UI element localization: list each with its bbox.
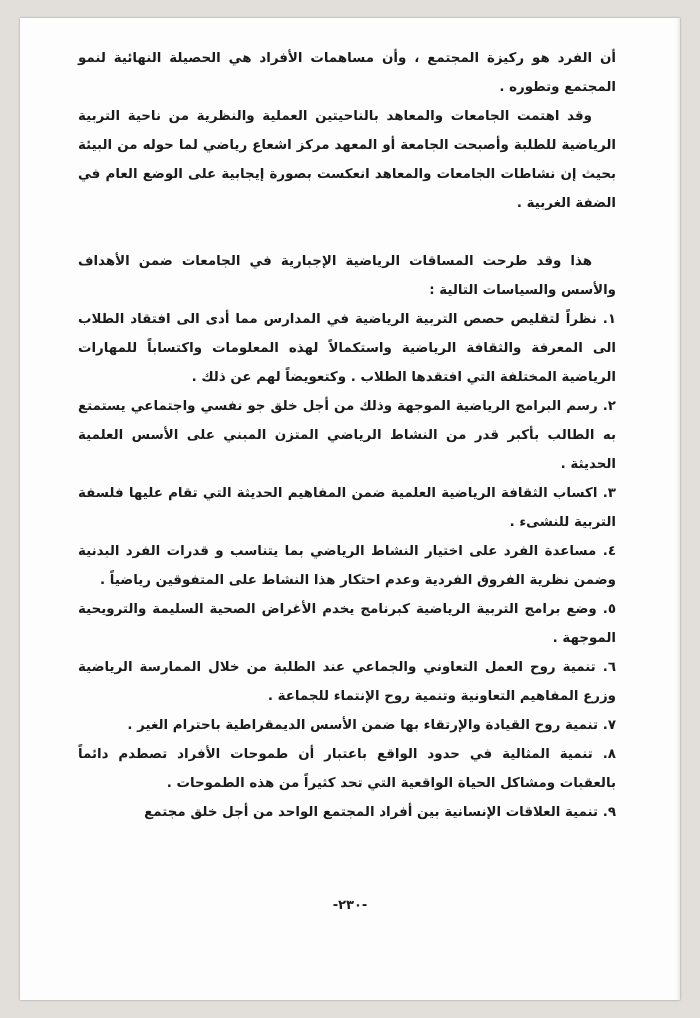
list-item-number: ٤.	[602, 544, 616, 559]
list-item-number: ٦.	[602, 660, 617, 675]
list-item	[78, 305, 616, 392]
list-item-text: مساعدة الفرد على اختيار النشاط الرياضي بما يتناسب و قدرات الفرد البدنية وضمن نظرية الفروق الفردية وعدم احتكار هذا النشاط على المتفوقين رياضياً .	[78, 544, 616, 588]
list-item	[78, 711, 616, 740]
list-item	[78, 740, 616, 798]
list-item	[78, 392, 616, 479]
paragraph-objectives-intro: هذا وقد طرحت المساقات الرياضية الإجبارية في الجامعات ضمن الأهداف والأسس والسياسات التالية :	[78, 254, 616, 298]
list-item-text: تنمية العلاقات الإنسانية بين أفراد المجتمع الواحد من أجل خلق مجتمع	[144, 805, 599, 820]
list-item-number: ٢.	[602, 399, 616, 414]
list-item-text: اكساب الثقافة الرياضية العلمية ضمن المفاهيم الحديثة التي تقام عليها فلسفة التربية للنشىء .	[78, 486, 616, 530]
list-item	[78, 595, 616, 653]
list-item	[78, 798, 616, 827]
list-item-number: ٣.	[602, 486, 616, 501]
list-item-number: ٩.	[602, 805, 616, 820]
list-item-text: وضع برامج التربية الرياضية كبرنامج يخدم الأغراض الصحية السليمة والترويحية الموجهة .	[78, 602, 616, 646]
page-number: -٢٣٠-	[332, 898, 368, 913]
list-item-text: تنمية المثالية في حدود الواقع باعتبار أن طموحات الأفراد تصطدم دائماً بالعقبات ومشاكل الحياة الواقعية التي تحد كثيراً من هذه الطموحات .	[78, 747, 616, 791]
paragraph-continuation: أن الفرد هو ركيزة المجتمع ، وأن مساهمات الأفراد هي الحصيلة النهائية لنمو المجتمع وتطوره .	[78, 51, 616, 95]
list-item	[78, 537, 616, 595]
list-item-text: تنمية روح العمل التعاوني والجماعي عند الطلبة من خلال الممارسة الرياضية وزرع المفاهيم التعاونية وتنمية روح الإنتماء للجماعة .	[78, 660, 616, 704]
list-item-number: ١.	[602, 312, 617, 327]
list-item-number: ٥.	[602, 602, 616, 617]
list-item	[78, 479, 616, 537]
list-item-number: ٨.	[602, 747, 616, 762]
document-body	[78, 44, 616, 827]
list-item-text: تنمية روح القيادة والإرتقاء بها ضمن الأسس الديمقراطية باحترام الغير .	[127, 718, 599, 733]
objectives-list	[78, 305, 616, 827]
list-item-text: رسم البرامج الرياضية الموجهة وذلك من أجل خلق جو نفسي واجتماعي يستمتع به الطالب بأكبر قدر من النشاط الرياضي المتزن المبني على الأسس العلمية الحديثة .	[78, 399, 616, 472]
list-item-number: ٧.	[602, 718, 616, 733]
list-item-text: نظراً لتقليص حصص التربية الرياضية في المدارس مما أدى الى افتقاد الطلاب الى المعرفة والثقافة الرياضية واستكمالاً لهذه المعلومات واكتساباً للمهارات الرياضية المختلفة التي افتقدها الطلاب . وكتعويضاً لهم عن ذلك .	[78, 312, 616, 385]
page-edge-shadow	[676, 18, 680, 1000]
paragraph-universities: وقد اهتمت الجامعات والمعاهد بالناحيتين العملية والنظرية من ناحية التربية الرياضية للطلبة وأصبحت الجامعة أو المعهد مركز اشعاع رياضي لما حوله من البيئة بحيث إن نشاطات الجامعات والمعاهد انعكست بصورة إيجابية على الوضع العام في الضفة الغربية .	[78, 109, 616, 211]
list-item	[78, 653, 616, 711]
document-page	[20, 18, 680, 1000]
